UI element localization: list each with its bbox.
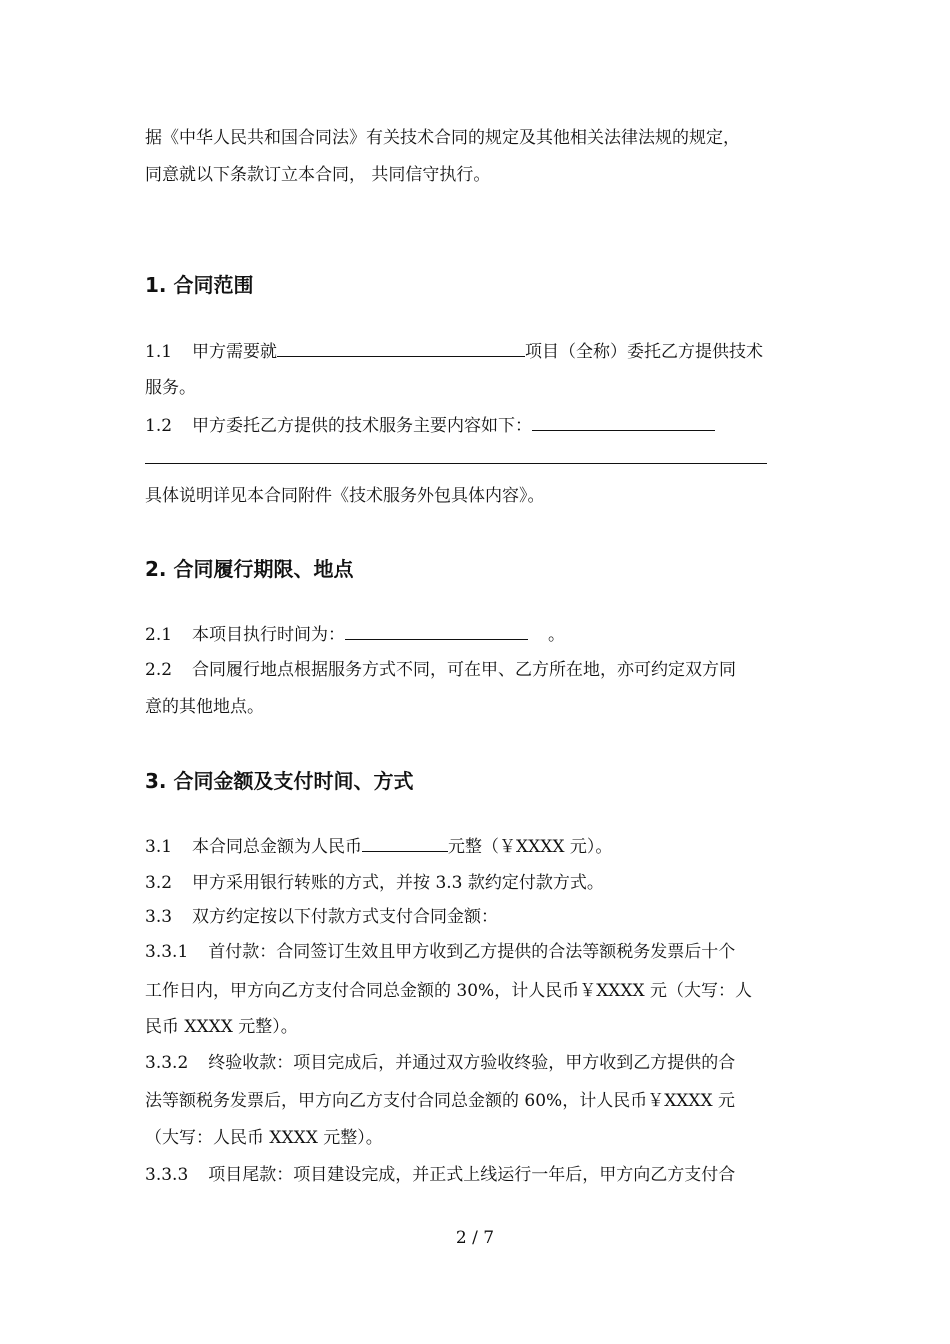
clause-text: 本项目执行时间为：	[192, 625, 346, 645]
clause-text: 首付款：合同签订生效且甲方收到乙方提供的合法等额税务发票后十个	[208, 942, 736, 962]
clause-1-2	[145, 413, 715, 438]
clause-number: 3.3.1	[145, 942, 189, 962]
section-3-heading: 3. 合同金额及支付时间、方式	[145, 769, 414, 793]
execution-time-blank[interactable]	[345, 622, 528, 640]
intro-line-1: 据《中华人民共和国合同法》有关技术合同的规定及其他相关法律法规的规定，	[145, 128, 740, 148]
clause-2-2	[145, 658, 736, 682]
clause-text: 合同履行地点根据服务方式不同，可在甲、乙方所在地，亦可约定双方同	[192, 660, 737, 680]
clause-number: 1.2	[145, 416, 173, 436]
clause-number: 2.2	[145, 660, 173, 680]
clause-number: 1.1	[145, 342, 173, 362]
service-content-blank-line[interactable]	[145, 463, 767, 464]
clause-3-2	[145, 871, 604, 895]
clause-text: 项目（全称）委托乙方提供技术	[525, 342, 764, 362]
service-content-blank[interactable]	[532, 413, 715, 431]
clause-3-3-2-cont-1: 法等额税务发票后，甲方向乙方支付合同总金额的 60%，计人民币￥XXXX 元	[145, 1091, 736, 1111]
clause-text: 元整（￥XXXX 元）。	[448, 837, 613, 857]
clause-3-1	[145, 834, 612, 859]
clause-number: 2.1	[145, 625, 173, 645]
section-2-heading: 2. 合同履行期限、地点	[145, 557, 354, 581]
clause-1-2-note: 具体说明详见本合同附件《技术服务外包具体内容》。	[145, 486, 545, 506]
clause-2-2-cont: 意的其他地点。	[145, 697, 264, 717]
clause-number: 3.2	[145, 873, 173, 893]
clause-3-3-2-cont-2: （大写：人民币 XXXX 元整）。	[145, 1128, 383, 1148]
clause-3-3-3	[145, 1163, 735, 1187]
clause-3-3-2	[145, 1051, 735, 1075]
intro-line-2: 同意就以下条款订立本合同， 共同信守执行。	[145, 165, 491, 185]
clause-number: 3.3	[145, 907, 173, 927]
clause-1-1-cont: 服务。	[145, 378, 196, 398]
clause-number: 3.1	[145, 837, 173, 857]
clause-3-3	[145, 905, 498, 929]
page-total: 7	[483, 1228, 495, 1248]
clause-text: 终验收款：项目完成后，并通过双方验收终验，甲方收到乙方提供的合	[208, 1053, 736, 1073]
page-number	[0, 1226, 950, 1250]
section-1-heading: 1. 合同范围	[145, 273, 254, 297]
clause-3-3-1-cont-2: 民币 XXXX 元整）。	[145, 1017, 298, 1037]
clause-number: 3.3.3	[145, 1165, 189, 1185]
amount-blank[interactable]	[362, 834, 448, 852]
clause-2-1	[145, 622, 565, 647]
clause-text: 甲方采用银行转账的方式，并按 3.3 款约定付款方式。	[192, 873, 604, 893]
clause-text: 。	[548, 625, 566, 645]
clause-text: 项目尾款：项目建设完成，并正式上线运行一年后，甲方向乙方支付合	[208, 1165, 736, 1185]
clause-text: 本合同总金额为人民币	[192, 837, 363, 857]
clause-number: 3.3.2	[145, 1053, 189, 1073]
clause-text: 甲方需要就	[192, 342, 278, 362]
project-name-blank[interactable]	[277, 339, 525, 357]
clause-3-3-1	[145, 940, 735, 964]
clause-text: 甲方委托乙方提供的技术服务主要内容如下：	[192, 416, 533, 436]
page-current: 2	[455, 1228, 467, 1248]
page-separator: /	[472, 1228, 478, 1248]
clause-text: 双方约定按以下付款方式支付合同金额：	[192, 907, 499, 927]
clause-1-1	[145, 339, 763, 364]
clause-3-3-1-cont-1: 工作日内，甲方向乙方支付合同总金额的 30%，计人民币￥XXXX 元（大写：人	[145, 981, 753, 1001]
